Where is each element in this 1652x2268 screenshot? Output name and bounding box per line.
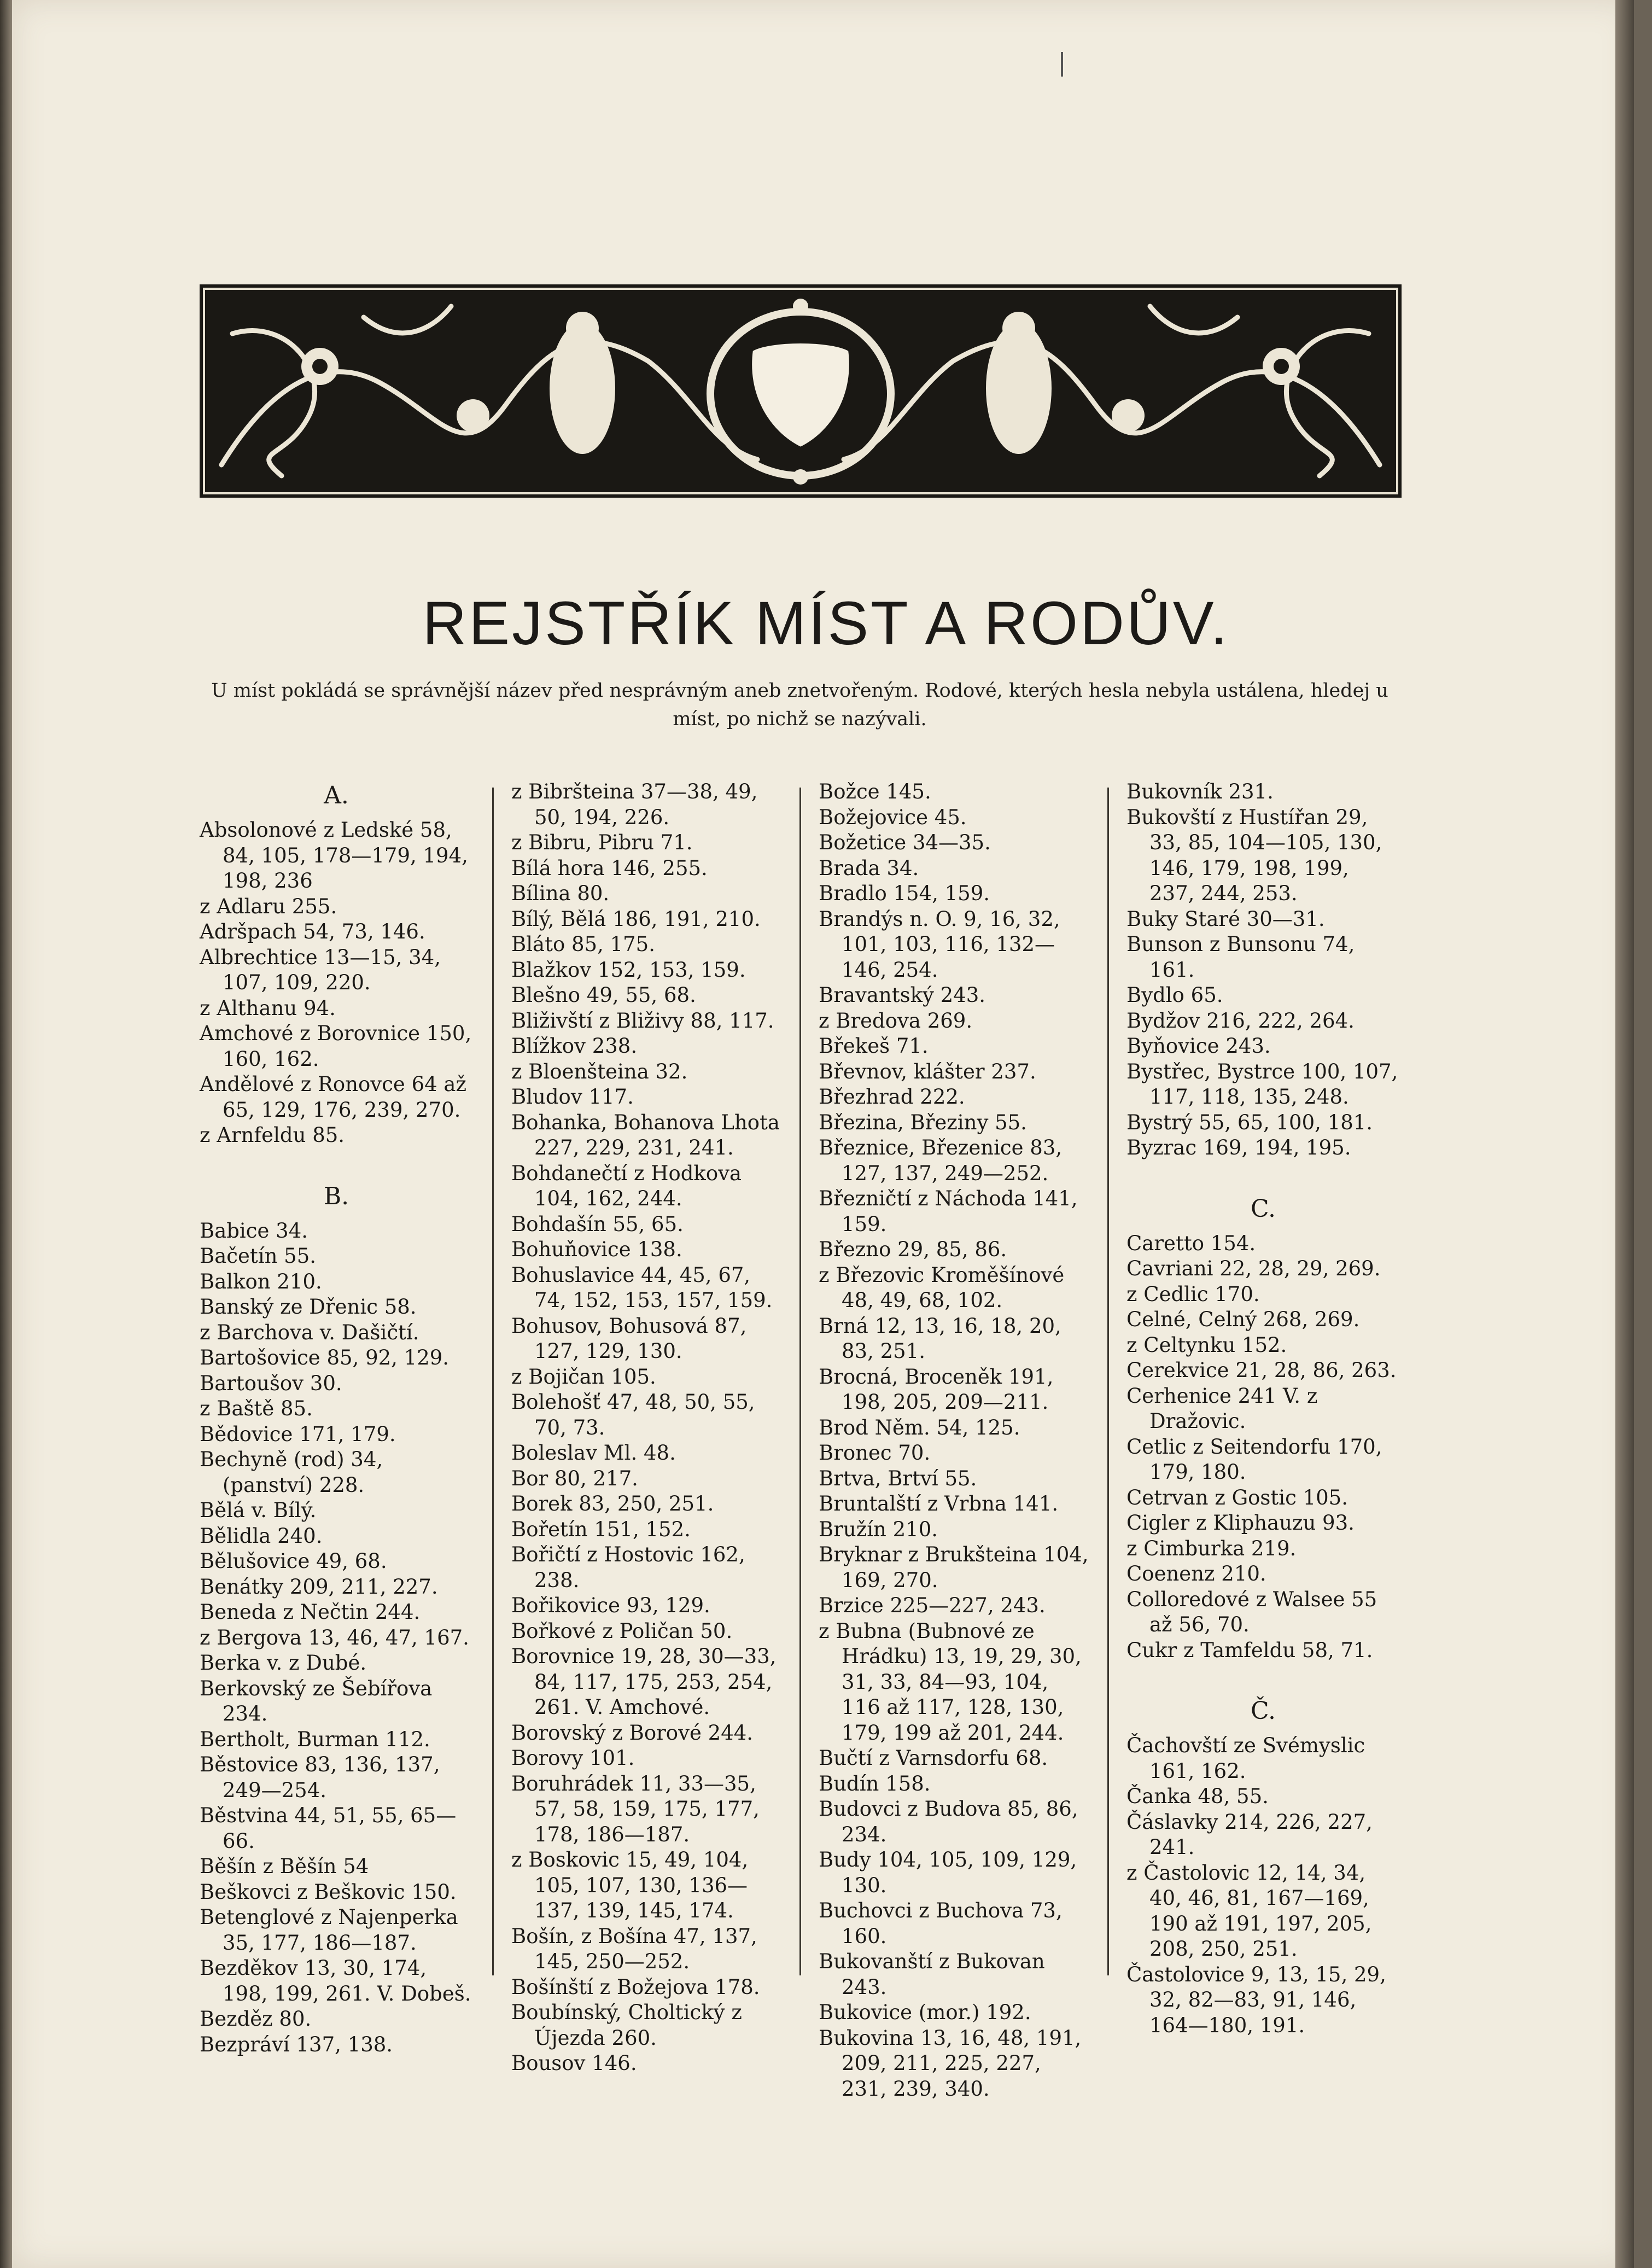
index-entry: Břevnov, klášter 237. xyxy=(819,1059,1036,1083)
index-entry: z Bojičan 105. xyxy=(511,1365,656,1389)
index-entry: Brzice 225—227, 243. xyxy=(819,1594,1046,1617)
index-entry: Bystřec, Bystrce 100, 107, 117, 118, 135, 248. xyxy=(1126,1059,1398,1109)
index-entry: z Cedlic 170. xyxy=(1126,1282,1260,1306)
index-entry: Adršpach 54, 73, 146. xyxy=(200,920,425,943)
index-entry: Bohuňovice 138. xyxy=(511,1238,682,1261)
index-entry: Bědovice 171, 179. xyxy=(200,1422,396,1446)
section-letter: Č. xyxy=(1250,1697,1276,1725)
index-entry: Betenglové z Najenperka 35, 177, 186—187. xyxy=(200,1905,458,1955)
index-entry: z Celtynku 152. xyxy=(1126,1333,1287,1357)
margin-mark xyxy=(1061,52,1063,77)
index-entry: Albrechtice 13—15, 34, 107, 109, 220. xyxy=(200,945,441,994)
column-divider xyxy=(492,788,494,1975)
index-entry: Berka v. z Dubé. xyxy=(200,1651,367,1675)
index-entry: Březhrad 222. xyxy=(819,1085,965,1109)
index-entry: Bezpráví 137, 138. xyxy=(200,2032,393,2056)
index-entry: Budy 104, 105, 109, 129, 130. xyxy=(819,1848,1077,1897)
index-column-1 xyxy=(200,779,473,2057)
index-entry: Bertholt, Burman 112. xyxy=(200,1727,430,1751)
index-entry: Brná 12, 13, 16, 18, 20, 83, 251. xyxy=(819,1314,1061,1363)
index-entry: Bělušovice 49, 68. xyxy=(200,1549,387,1573)
index-entry: z Častolovic 12, 14, 34, 40, 46, 81, 167—169, 190 až 191, 197, 205, 208, 250, 251. xyxy=(1126,1861,1372,1961)
section-letter: C. xyxy=(1250,1194,1276,1223)
index-entry: Borovský z Borové 244. xyxy=(511,1721,754,1745)
index-entry: Benátky 209, 211, 227. xyxy=(200,1575,438,1599)
index-entry: Bliživští z Bliživy 88, 117. xyxy=(511,1008,774,1033)
index-entry: Bukovník 231. xyxy=(1126,780,1274,803)
index-entry: Beneda z Nečtin 244. xyxy=(200,1600,421,1624)
index-entry: Brtva, Brtví 55. xyxy=(819,1466,977,1490)
index-entry: Bruntalští z Vrbna 141. xyxy=(819,1492,1059,1515)
index-entry: Bartoušov 30. xyxy=(200,1371,342,1395)
index-entry: Bryknar z Brukšteina 104, 169, 270. xyxy=(819,1543,1089,1592)
index-entry: Božetice 34—35. xyxy=(819,831,991,854)
index-entry: Bludov 117. xyxy=(511,1085,634,1109)
index-entry: Bučtí z Varnsdorfu 68. xyxy=(819,1746,1048,1770)
index-entry: z Bloenšteina 32. xyxy=(511,1059,688,1083)
index-entry: Borek 83, 250, 251. xyxy=(511,1492,714,1515)
index-entry: Bystrý 55, 65, 100, 181. xyxy=(1126,1110,1373,1134)
index-entry: Byňovice 243. xyxy=(1126,1034,1271,1058)
index-entry: Blažkov 152, 153, 159. xyxy=(511,958,746,982)
index-entry: Cerhenice 241 V. z Dražovic. xyxy=(1126,1384,1318,1433)
index-entry: Celné, Celný 268, 269. xyxy=(1126,1308,1360,1331)
index-entry: z Althanu 94. xyxy=(200,996,336,1020)
index-entry: Bohanka, Bohanova Lhota 227, 229, 231, 241. xyxy=(511,1110,780,1159)
index-entry: Bílá hora 146, 255. xyxy=(511,856,708,880)
index-entry: Březina, Březiny 55. xyxy=(819,1110,1027,1134)
index-entry: Borovy 101. xyxy=(511,1746,635,1770)
index-entry: Brada 34. xyxy=(819,856,919,880)
index-entry: Bružín 210. xyxy=(819,1517,938,1541)
index-entry: Bor 80, 217. xyxy=(511,1466,638,1490)
index-column-4 xyxy=(1126,779,1400,2038)
index-entry: Březnice, Březenice 83, 127, 137, 249—252. xyxy=(819,1136,1063,1185)
index-entry: Beškovci z Beškovic 150. xyxy=(200,1880,457,1904)
index-entry: Běstovice 83, 136, 137, 249—254. xyxy=(200,1753,440,1802)
index-entry: Bořetín 151, 152. xyxy=(511,1517,691,1541)
index-entry: Bravantský 243. xyxy=(819,983,986,1007)
index-entry: Bezděz 80. xyxy=(200,2007,312,2031)
index-entry: Bělidla 240. xyxy=(200,1524,323,1548)
index-entry: Amchové z Borovnice 150, 160, 162. xyxy=(200,1022,472,1071)
index-entry: Brod Něm. 54, 125. xyxy=(819,1415,1020,1439)
index-entry: Banský ze Dřenic 58. xyxy=(200,1295,417,1319)
index-entry: Božce 145. xyxy=(819,780,931,803)
index-entry: Blížkov 238. xyxy=(511,1034,638,1058)
index-entry: Březno 29, 85, 86. xyxy=(819,1238,1007,1261)
index-entry: Bydlo 65. xyxy=(1126,983,1223,1007)
index-entry: Bohdanečtí z Hodkova 104, 162, 244. xyxy=(511,1161,742,1210)
index-entry: Brocná, Broceněk 191, 198, 205, 209—211. xyxy=(819,1365,1054,1414)
index-entry: Buchovci z Buchova 73, 160. xyxy=(819,1899,1063,1948)
index-column-2 xyxy=(511,779,785,2077)
index-entry: Cavriani 22, 28, 29, 269. xyxy=(1126,1257,1381,1280)
index-entry: Cetrvan z Gostic 105. xyxy=(1126,1485,1348,1509)
index-entry: Budovci z Budova 85, 86, 234. xyxy=(819,1797,1078,1846)
index-entry: z Bergova 13, 46, 47, 167. xyxy=(200,1625,469,1649)
index-entry: Cetlic z Seitendorfu 170, 179, 180. xyxy=(1126,1435,1382,1484)
index-entry: Božejovice 45. xyxy=(819,805,967,829)
index-entry: Bělá v. Bílý. xyxy=(200,1499,317,1522)
index-entry: Bousov 146. xyxy=(511,2051,637,2075)
index-entry: Borovnice 19, 28, 30—33, 84, 117, 175, 253, 254, 261. V. Amchové. xyxy=(511,1645,777,1719)
index-entry: z Boskovic 15, 49, 104, 105, 107, 130, 136—137, 139, 145, 174. xyxy=(511,1848,749,1922)
binding-edge xyxy=(0,0,12,2268)
index-entry: Běšín z Běšín 54 xyxy=(200,1855,369,1878)
index-entry: Budín 158. xyxy=(819,1771,931,1795)
index-entry: Coenenz 210. xyxy=(1126,1562,1266,1585)
page-edge xyxy=(1615,0,1634,2268)
index-entry: Čáslavky 214, 226, 227, 241. xyxy=(1126,1810,1373,1859)
index-entry: Bukovští z Hustířan 29, 33, 85, 104—105, 130, 146, 179, 198, 199, 237, 244, 253. xyxy=(1126,805,1382,905)
index-entry: Bohusov, Bohusová 87, 127, 129, 130. xyxy=(511,1314,747,1363)
column-divider xyxy=(799,788,801,1975)
ornamental-header-band xyxy=(200,284,1402,498)
index-entry: z Baště 85. xyxy=(200,1397,313,1420)
intro-note: U míst pokládá se správnější název před nesprávným aneb znetvořeným. Rodové, kterých hesla nebyla ustálena, hledej u míst, po nichž se nazývali. xyxy=(211,680,1388,730)
index-entry: Bradlo 154, 159. xyxy=(819,882,990,905)
index-entry: Bukovice (mor.) 192. xyxy=(819,2001,1031,2024)
page-title: REJSTŘÍK MÍST A RODŮV. xyxy=(422,589,1230,657)
index-entry: z Březovic Kroměšínové 48, 49, 68, 102. xyxy=(819,1263,1065,1312)
index-entry: Častolovice 9, 13, 15, 29, 32, 82—83, 91, 146, 164—180, 191. xyxy=(1126,1962,1386,2037)
index-entry: z Cimburka 219. xyxy=(1126,1536,1297,1560)
index-entry: Cukr z Tamfeldu 58, 71. xyxy=(1126,1638,1373,1662)
index-entry: Blešno 49, 55, 68. xyxy=(511,983,696,1007)
index-entry: Bechyně (rod) 34, (panství) 228. xyxy=(200,1448,383,1497)
index-entry: Bolehošť 47, 48, 50, 55, 70, 73. xyxy=(511,1390,755,1439)
index-entry: Berkovský ze Šebířova 234. xyxy=(200,1676,433,1725)
index-entry: Balkon 210. xyxy=(200,1269,322,1293)
index-entry: Bohuslavice 44, 45, 67, 74, 152, 153, 157, 159. xyxy=(511,1263,773,1312)
index-column-3 xyxy=(819,779,1092,2102)
index-entry: Colloredové z Walsee 55 až 56, 70. xyxy=(1126,1587,1377,1636)
index-entry: z Arnfeldu 85. xyxy=(200,1123,345,1147)
index-entry: Bílina 80. xyxy=(511,882,610,905)
index-entry: Cigler z Kliphauzu 93. xyxy=(1126,1511,1355,1535)
index-entry: Bošín, z Bošína 47, 137, 145, 250—252. xyxy=(511,1924,757,1973)
index-entry: Bydžov 216, 222, 264. xyxy=(1126,1008,1355,1033)
index-entry: Bunson z Bunsonu 74, 161. xyxy=(1126,932,1355,982)
index-entry: Břekeš 71. xyxy=(819,1034,929,1058)
index-entry: Bačetín 55. xyxy=(200,1244,317,1268)
index-entry: Bláto 85, 175. xyxy=(511,932,655,956)
index-entry: Cerekvice 21, 28, 86, 263. xyxy=(1126,1359,1397,1382)
index-entry: Bořkové z Poličan 50. xyxy=(511,1619,733,1643)
index-entry: Bezděkov 13, 30, 174, 198, 199, 261. V. Dobeš. xyxy=(200,1956,471,2005)
index-entry: Boruhrádek 11, 33—35, 57, 58, 159, 175, 177, 178, 186—187. xyxy=(511,1771,760,1846)
index-entry: Běstvina 44, 51, 55, 65—66. xyxy=(200,1804,457,1853)
index-entry: Bílý, Bělá 186, 191, 210. xyxy=(511,907,761,931)
index-entry: Čachovští ze Svémyslic 161, 162. xyxy=(1126,1734,1365,1783)
column-divider xyxy=(1107,788,1109,1975)
section-letter: B. xyxy=(323,1182,349,1210)
index-entry: Bukovanští z Bukovan 243. xyxy=(819,1950,1045,1999)
index-entry: z Barchova v. Dašičtí. xyxy=(200,1320,419,1344)
index-entry: Bořikovice 93, 129. xyxy=(511,1594,710,1617)
index-entry: Babice 34. xyxy=(200,1218,308,1243)
index-entry: z Bibru, Pibru 71. xyxy=(511,831,693,854)
section-letter: A. xyxy=(324,782,349,809)
index-entry: Březničtí z Náchoda 141, 159. xyxy=(819,1187,1078,1236)
index-entry: Bořičtí z Hostovic 162, 238. xyxy=(511,1543,745,1592)
index-entry: Byzrac 169, 194, 195. xyxy=(1126,1136,1351,1159)
index-entry: Bohdašín 55, 65. xyxy=(511,1212,684,1236)
index-entry: Absolonové z Ledské 58, 84, 105, 178—179, 194, 198, 236 xyxy=(200,818,468,893)
index-entry: Bartošovice 85, 92, 129. xyxy=(200,1346,450,1369)
index-entry: Andělové z Ronovce 64 až 65, 129, 176, 239, 270. xyxy=(200,1072,466,1122)
index-entry: Boubínský, Choltický z Újezda 260. xyxy=(511,2001,742,2050)
index-entry: Buky Staré 30—31. xyxy=(1126,907,1325,931)
index-entry: Bošínští z Božejova 178. xyxy=(511,1975,760,1999)
index-entry: Brandýs n. O. 9, 16, 32, 101, 103, 116, 132—146, 254. xyxy=(819,907,1060,982)
index-entry: Caretto 154. xyxy=(1126,1231,1256,1255)
index-entry: z Adlaru 255. xyxy=(200,894,337,918)
index-entry: Boleslav Ml. 48. xyxy=(511,1441,676,1465)
index-entry: z Bibršteina 37—38, 49, 50, 194, 226. xyxy=(511,780,758,829)
index-entry: z Bubna (Bubnové ze Hrádku) 13, 19, 29, 30, 31, 33, 84—93, 104, 116 až 117, 128, 130, 179, 199 až 201, 244. xyxy=(819,1619,1082,1745)
index-entry: Čanka 48, 55. xyxy=(1126,1785,1269,1808)
index-entry: Bukovina 13, 16, 48, 191, 209, 211, 225, 227, 231, 239, 340. xyxy=(819,2026,1082,2101)
index-entry: Bronec 70. xyxy=(819,1441,931,1465)
index-entry: z Bredova 269. xyxy=(819,1008,973,1033)
